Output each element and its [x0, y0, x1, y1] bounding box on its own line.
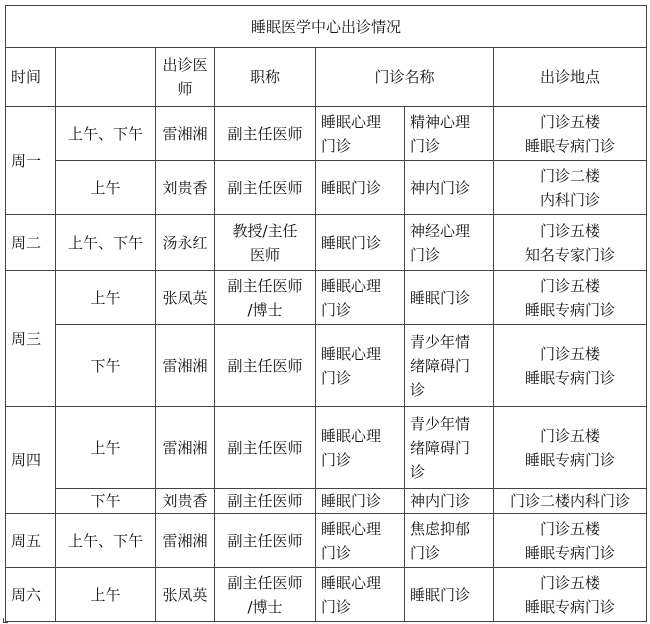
corner-mark	[3, 618, 8, 623]
rank-cell: 副主任医师	[215, 407, 316, 489]
rank-cell: 副主任医师 /博士	[215, 568, 316, 622]
clinic2-cell: 睡眠门诊	[405, 271, 494, 325]
header-time: 时间	[6, 48, 56, 107]
location-cell: 门诊五楼 知名专家门诊	[494, 215, 647, 271]
rank-cell: 副主任医师	[215, 325, 316, 407]
location-cell: 门诊二楼 内科门诊	[494, 161, 647, 215]
doctor-cell: 张凤英	[156, 568, 215, 622]
table-title: 睡眠医学中心出诊情况	[6, 6, 647, 48]
location-cell: 门诊五楼 睡眠专病门诊	[494, 568, 647, 622]
doctor-cell: 雷湘湘	[156, 107, 215, 161]
day-cell: 周二	[6, 215, 56, 271]
table-row	[6, 568, 647, 622]
clinic2-cell: 神内门诊	[405, 489, 494, 514]
clinic1-cell: 睡眠门诊	[316, 161, 405, 215]
location-cell: 门诊五楼 睡眠专病门诊	[494, 271, 647, 325]
day-cell: 周四	[6, 407, 56, 514]
doctor-cell: 汤永红	[156, 215, 215, 271]
period-cell: 上午	[56, 407, 156, 489]
doctor-cell: 雷湘湘	[156, 325, 215, 407]
day-cell: 周五	[6, 514, 56, 568]
clinic2-cell: 睡眠门诊	[405, 568, 494, 622]
clinic2-cell: 神经心理 门诊	[405, 215, 494, 271]
period-cell: 上午、下午	[56, 215, 156, 271]
clinic-schedule-table	[5, 5, 647, 622]
clinic1-cell: 睡眠心理 门诊	[316, 325, 405, 407]
location-cell: 门诊五楼 睡眠专病门诊	[494, 514, 647, 568]
table-row	[6, 489, 647, 514]
clinic2-cell: 神内门诊	[405, 161, 494, 215]
doctor-cell: 刘贵香	[156, 161, 215, 215]
clinic1-cell: 睡眠心理 门诊	[316, 407, 405, 489]
table-row	[6, 514, 647, 568]
table-row	[6, 325, 647, 407]
rank-cell: 副主任医师	[215, 161, 316, 215]
header-clinic: 门诊名称	[316, 48, 494, 107]
clinic1-cell: 睡眠心理 门诊	[316, 568, 405, 622]
clinic1-cell: 睡眠心理 门诊	[316, 107, 405, 161]
period-cell: 上午、下午	[56, 514, 156, 568]
location-cell: 门诊二楼内科门诊	[494, 489, 647, 514]
day-cell: 周六	[6, 568, 56, 622]
rank-cell: 教授/主任 医师	[215, 215, 316, 271]
doctor-cell: 雷湘湘	[156, 514, 215, 568]
header-location: 出诊地点	[494, 48, 647, 107]
doctor-cell: 雷湘湘	[156, 407, 215, 489]
table-row	[6, 107, 647, 161]
clinic1-cell: 睡眠心理 门诊	[316, 271, 405, 325]
header-row	[6, 48, 647, 107]
rank-cell: 副主任医师	[215, 514, 316, 568]
day-cell: 周一	[6, 107, 56, 215]
rank-cell: 副主任医师	[215, 107, 316, 161]
rank-cell: 副主任医师	[215, 489, 316, 514]
header-blank	[56, 48, 156, 107]
table-row	[6, 271, 647, 325]
table-row	[6, 215, 647, 271]
period-cell: 上午、下午	[56, 107, 156, 161]
location-cell: 门诊五楼 睡眠专病门诊	[494, 407, 647, 489]
clinic1-cell: 睡眠门诊	[316, 489, 405, 514]
title-row	[6, 6, 647, 48]
rank-cell: 副主任医师 /博士	[215, 271, 316, 325]
clinic2-cell: 青少年情 绪障碍门 诊	[405, 407, 494, 489]
day-cell: 周三	[6, 271, 56, 407]
location-cell: 门诊五楼 睡眠专病门诊	[494, 107, 647, 161]
clinic2-cell: 精神心理 门诊	[405, 107, 494, 161]
period-cell: 上午	[56, 568, 156, 622]
clinic2-cell: 焦虑抑郁 门诊	[405, 514, 494, 568]
location-cell: 门诊五楼 睡眠专病门诊	[494, 325, 647, 407]
table-row	[6, 161, 647, 215]
period-cell: 上午	[56, 161, 156, 215]
clinic1-cell: 睡眠门诊	[316, 215, 405, 271]
table-row	[6, 407, 647, 489]
period-cell: 下午	[56, 325, 156, 407]
doctor-cell: 张凤英	[156, 271, 215, 325]
header-rank: 职称	[215, 48, 316, 107]
clinic2-cell: 青少年情 绪障碍门 诊	[405, 325, 494, 407]
period-cell: 上午	[56, 271, 156, 325]
period-cell: 下午	[56, 489, 156, 514]
doctor-cell: 刘贵香	[156, 489, 215, 514]
clinic1-cell: 睡眠心理 门诊	[316, 514, 405, 568]
header-doctor: 出诊医 师	[156, 48, 215, 107]
